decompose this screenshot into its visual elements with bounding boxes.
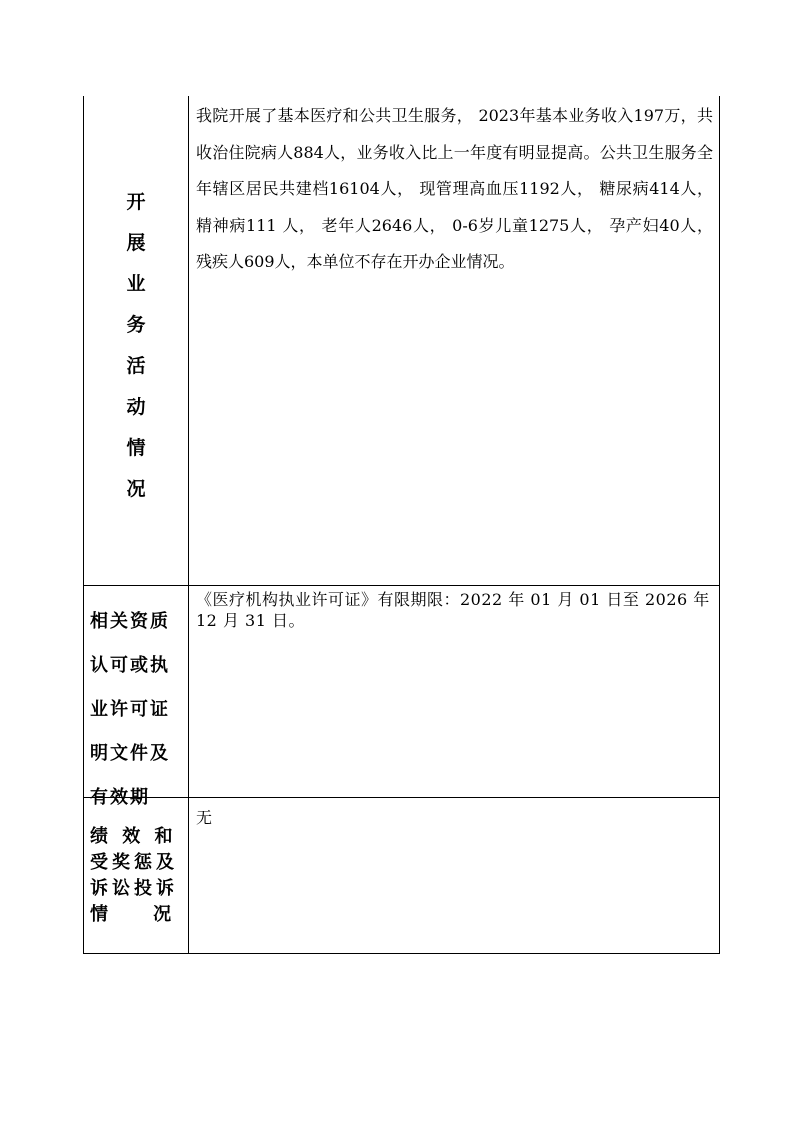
label-line: 相关资质 (90, 611, 170, 632)
label-char: 开 (126, 191, 146, 213)
license-row (84, 585, 719, 808)
label-line: 有效期 (90, 787, 150, 808)
performance-label (84, 824, 188, 928)
performance-row (84, 797, 719, 954)
label-char: 况 (126, 478, 146, 500)
label-line: 绩 效 和 (90, 826, 177, 847)
label-line: 情 况 (90, 904, 176, 925)
label-char: 业 (126, 273, 146, 295)
label-char: 动 (126, 396, 146, 418)
label-char: 情 (126, 437, 146, 459)
label-line: 诉讼投诉 (90, 878, 178, 899)
label-line: 受奖惩及 (90, 852, 178, 873)
label-char: 展 (126, 232, 146, 254)
label-line: 明文件及 (90, 743, 170, 764)
label-char: 务 (126, 314, 146, 336)
performance-content: 无 (196, 808, 213, 827)
label-line: 认可或执 (90, 655, 170, 676)
license-label (84, 600, 188, 820)
report-table (83, 96, 720, 954)
license-content: 《医疗机构执业许可证》有限期限：2022 年 01 月 01 日至 2026 年 12 月 31 日。 (196, 590, 710, 630)
business-activity-label (84, 182, 188, 510)
business-activity-row (84, 96, 719, 585)
business-activity-content: 我院开展了基本医疗和公共卫生服务， 2023年基本业务收入197万，共收治住院病人884人，业务收入比上一年度有明显提高。公共卫生服务全年辖区居民共建档16104人， 现管理高血压1192人， 糖尿病414人， 精神病111 人， 老年人2646人， 0-6岁儿童1275人， 孕产妇40人， 残疾人609人，本单位不存在开办企业情况。 (196, 106, 713, 271)
label-char: 活 (126, 355, 146, 377)
label-line: 业许可证 (90, 699, 170, 720)
